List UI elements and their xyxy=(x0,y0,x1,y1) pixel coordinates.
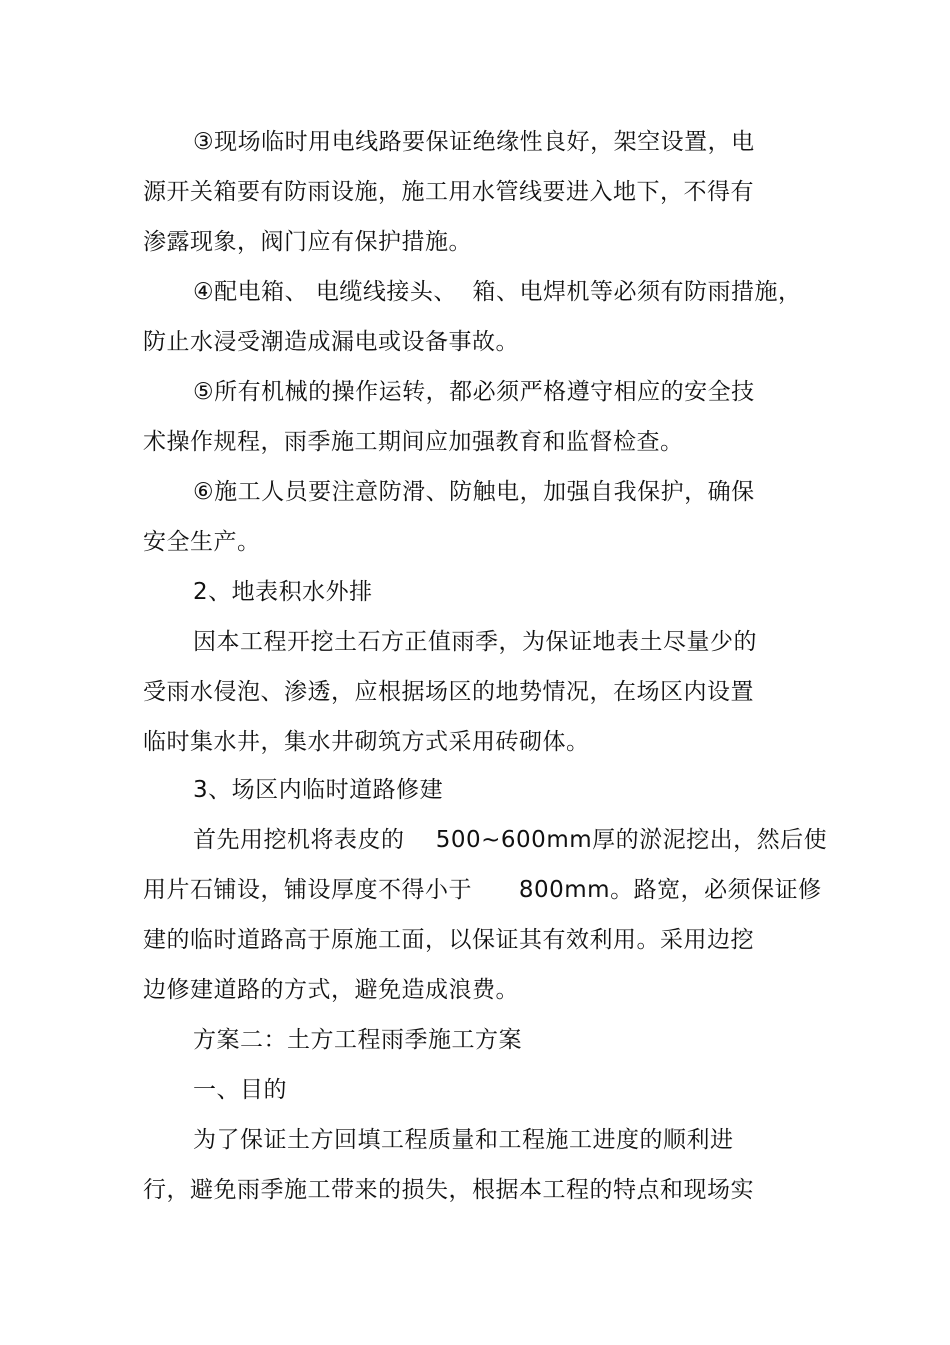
section-heading: 3、场区内临时道路修建 xyxy=(193,777,444,803)
paragraph-line: 术操作规程，雨季施工期间应加强教育和监督检查。 xyxy=(143,429,684,455)
paragraph-line: 防止水浸受潮造成漏电或设备事故。 xyxy=(143,329,519,355)
paragraph-line: 渗露现象，阀门应有保护措施。 xyxy=(143,229,472,255)
paragraph-line: 建的临时道路高于原施工面，以保证其有效利用。采用边挖 xyxy=(143,927,754,953)
section-heading: 一、目的 xyxy=(193,1077,287,1103)
paragraph-line: 边修建道路的方式，避免造成浪费。 xyxy=(143,977,519,1003)
paragraph-line: ③现场临时用电线路要保证绝缘性良好，架空设置，电 xyxy=(193,129,755,155)
section-heading: 2、地表积水外排 xyxy=(193,579,373,605)
paragraph-line: 用片石铺设，铺设厚度不得小于 800mm。路宽，必须保证修 xyxy=(143,877,822,903)
paragraph-line: 首先用挖机将表皮的 500~600mm厚的淤泥挖出，然后使 xyxy=(193,827,828,853)
paragraph-line: 为了保证土方回填工程质量和工程施工进度的顺利进 xyxy=(193,1127,734,1153)
paragraph-line: 临时集水井，集水井砌筑方式采用砖砌体。 xyxy=(143,729,590,755)
paragraph-line: 安全生产。 xyxy=(143,529,261,555)
paragraph-line: ⑤所有机械的操作运转，都必须严格遵守相应的安全技 xyxy=(193,379,755,405)
paragraph-line: 因本工程开挖土石方正值雨季，为保证地表土尽量少的 xyxy=(193,629,757,655)
paragraph-line: 行，避免雨季施工带来的损失，根据本工程的特点和现场实 xyxy=(143,1177,754,1203)
paragraph-line: ⑥施工人员要注意防滑、防触电，加强自我保护，确保 xyxy=(193,479,755,505)
paragraph-line: 受雨水侵泡、渗透，应根据场区的地势情况，在场区内设置 xyxy=(143,679,754,705)
paragraph-line: 源开关箱要有防雨设施，施工用水管线要进入地下，不得有 xyxy=(143,179,754,205)
paragraph-line: ④配电箱、 电缆线接头、 箱、电焊机等必须有防雨措施， xyxy=(193,279,802,305)
section-heading: 方案二：土方工程雨季施工方案 xyxy=(193,1027,522,1053)
